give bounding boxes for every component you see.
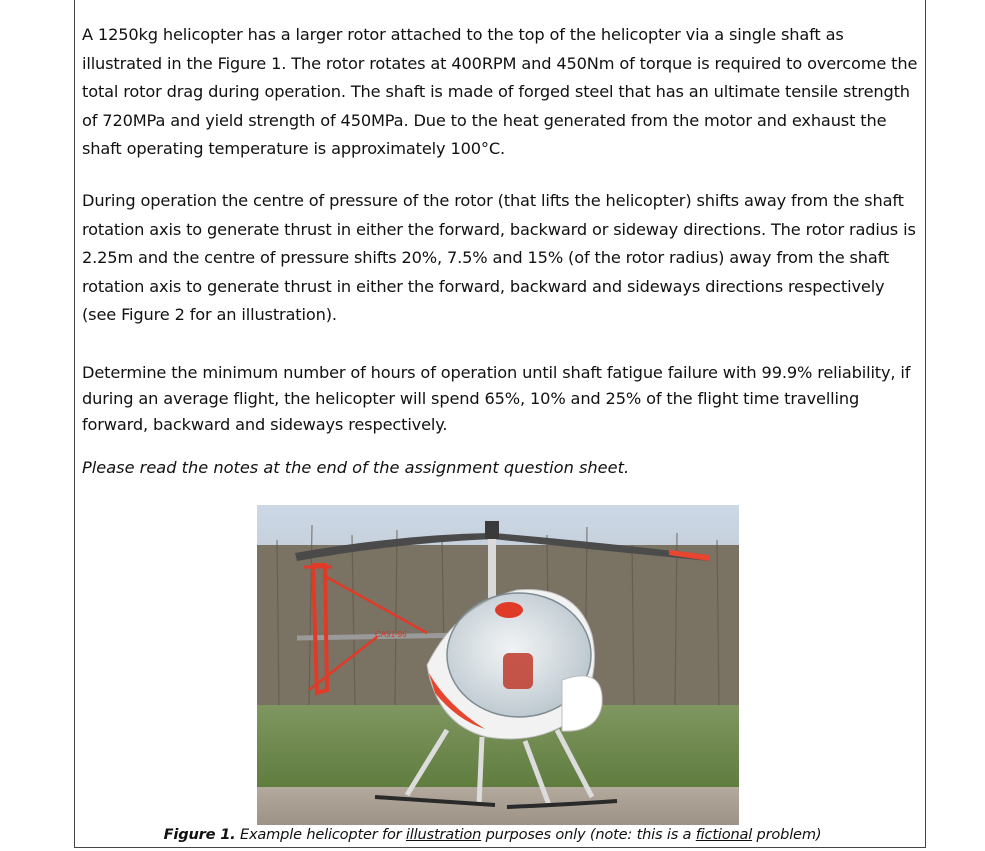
paragraph-centre-of-pressure: During operation the centre of pressure of the rotor (that lifts the helicopter) shifts away from the shaft rotation axis to generate thrust in either the forward, backward or sideway directions. The rotor radius is 2.25m and the centre of pressure shifts 20%, 7.5% and 15% (of the rotor radius) away from the shaft rotation axis to generate thrust in either the forward, backward and sideways directions respectively (see Figure 2 for an illustration).: [82, 191, 916, 324]
note-read-notes: Please read the notes at the end of the assignment question sheet.: [82, 458, 630, 477]
canopy-red-accent: [495, 602, 523, 618]
rotor-shaft: [488, 539, 496, 599]
tarmac: [257, 787, 739, 825]
rotor-hub: [485, 521, 499, 539]
caption-text-2: purposes only (note: this is a: [481, 826, 696, 843]
paragraph-task: Determine the minimum number of hours of operation until shaft fatigue failure with 99.9% reliability, if during an average flight, the helicopter will spend 65%, 10% and 25% of the flight time travelling forward, backward and sideways respectively.: [82, 363, 911, 434]
helicopter-photo: [257, 505, 739, 825]
caption-text-1: Example helicopter for: [235, 826, 406, 843]
tail-marking: CA91-96: [375, 630, 407, 639]
paragraph-problem-statement: A 1250kg helicopter has a larger rotor attached to the top of the helicopter via a single shaft as illustrated in the Figure 1. The rotor rotates at 400RPM and 450Nm of torque is required to overcome the total rotor drag during operation. The shaft is made of forged steel that has an ultimate tensile strength of 720MPa and yield strength of 450MPa. Due to the heat generated from the motor and exhaust the shaft operating temperature is approximately 100°C.: [82, 25, 918, 158]
caption-text-3: problem): [752, 826, 822, 843]
figure-caption: [0, 826, 985, 843]
caption-label: Figure 1.: [163, 826, 236, 843]
seat: [503, 653, 533, 689]
caption-underline-fictional: fictional: [695, 826, 753, 843]
caption-underline-illustration: illustration: [405, 826, 482, 843]
